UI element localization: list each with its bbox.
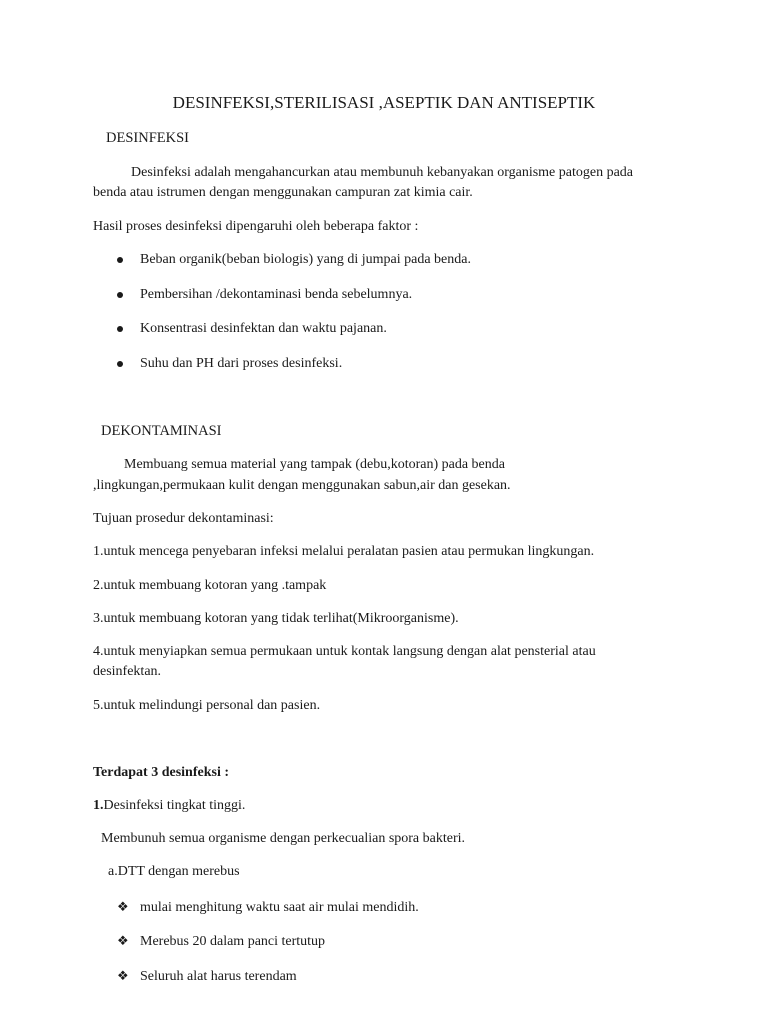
aim-item: 5.untuk melindungi personal dan pasien. <box>93 698 321 713</box>
aims-intro: Tujuan prosedur dekontaminasi: <box>93 511 274 526</box>
dekontaminasi-paragraph-line-2: ,lingkungan,permukaan kulit dengan menggunakan sabun,air dan gesekan. <box>93 478 511 493</box>
desinfeksi-paragraph-line-1: Desinfeksi adalah mengahancurkan atau membunuh kebanyakan organisme patogen pada <box>131 165 634 180</box>
aim-item: 1.untuk mencega penyebaran infeksi melalui peralatan pasien atau permukan lingkungan. <box>93 544 595 559</box>
item-number: 1. <box>93 798 104 813</box>
sub-item-a: a.DTT dengan merebus <box>108 864 240 879</box>
section-heading-desinfeksi: DESINFEKSI <box>106 130 189 146</box>
bullet-dot-icon <box>117 326 123 332</box>
section-heading-dekontaminasi: DEKONTAMINASI <box>101 423 222 439</box>
document-title: DESINFEKSI,STERILISASI ,ASEPTIK DAN ANTISEPTIK <box>172 93 596 112</box>
factors-intro: Hasil proses desinfeksi dipengaruhi oleh beberapa faktor : <box>93 219 419 234</box>
bullet-dot-icon <box>117 292 123 298</box>
diamond-bullet-icon: ❖ <box>117 968 129 983</box>
desinfeksi-level-item <box>93 796 245 816</box>
aim-item-continuation: desinfektan. <box>93 664 162 679</box>
step-item: Merebus 20 dalam panci tertutup <box>140 934 326 949</box>
factor-item: Suhu dan PH dari proses desinfeksi. <box>140 356 343 371</box>
item-text: Desinfeksi tingkat tinggi. <box>103 798 246 813</box>
aim-item: 2.untuk membuang kotoran yang .tampak <box>93 578 327 593</box>
desinfeksi-paragraph-line-2: benda atau istrumen dengan menggunakan campuran zat kimia cair. <box>93 185 473 200</box>
aim-item: 3.untuk membuang kotoran yang tidak terlihat(Mikroorganisme). <box>93 611 459 626</box>
step-item: mulai menghitung waktu saat air mulai mendidih. <box>140 900 419 915</box>
factor-item: Pembersihan /dekontaminasi benda sebelumnya. <box>140 287 413 302</box>
bullet-dot-icon <box>117 257 123 263</box>
desinfeksi-level-description: Membunuh semua organisme dengan perkecualian spora bakteri. <box>101 831 466 846</box>
aim-item: 4.untuk menyiapkan semua permukaan untuk kontak langsung dengan alat pensterial atau <box>93 644 596 659</box>
bullet-dot-icon <box>117 361 123 367</box>
dekontaminasi-paragraph-line-1: Membuang semua material yang tampak (debu,kotoran) pada benda <box>124 457 505 472</box>
factor-item: Konsentrasi desinfektan dan waktu pajanan. <box>140 321 387 336</box>
factor-item: Beban organik(beban biologis) yang di jumpai pada benda. <box>140 252 471 267</box>
diamond-bullet-icon: ❖ <box>117 899 129 914</box>
step-item: Seluruh alat harus terendam <box>140 969 297 984</box>
diamond-bullet-icon: ❖ <box>117 933 129 948</box>
section-heading-jenis-desinfeksi: Terdapat 3 desinfeksi : <box>93 765 230 780</box>
